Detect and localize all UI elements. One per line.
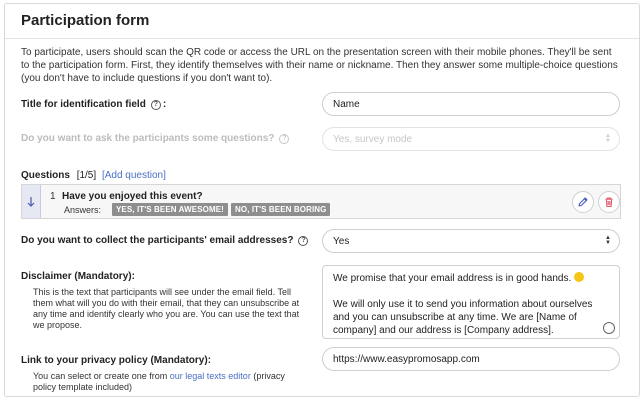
email-collect-select[interactable] [322, 229, 620, 253]
help-icon[interactable]: ? [298, 236, 308, 246]
title-field-value: Name [333, 98, 360, 110]
privacy-label-text: Link to your privacy policy (Mandatory): [21, 355, 212, 366]
edit-question-button[interactable] [572, 191, 594, 213]
question-number: 1 [50, 191, 56, 202]
survey-select-value: Yes, survey mode [333, 133, 413, 145]
chevron-updown-icon: ▲ ▼ [605, 133, 611, 144]
privacy-label [21, 355, 211, 366]
survey-label-text: Do you want to ask the participants some questions? [21, 133, 275, 144]
smiley-icon [574, 272, 584, 282]
title-field-label-text: Title for identification field [21, 99, 146, 110]
disclaimer-label-text: Disclaimer (Mandatory): [21, 271, 135, 282]
chevron-updown-icon: ▲ ▼ [605, 235, 611, 246]
survey-select[interactable] [322, 127, 620, 151]
smiley-icon[interactable] [603, 322, 615, 334]
disclaimer-textarea[interactable] [322, 265, 620, 339]
title-field-input[interactable] [322, 92, 620, 116]
questions-label: Questions [21, 170, 70, 181]
question-title: Have you enjoyed this event? [62, 191, 203, 202]
privacy-desc-suffix: (privacy policy template included) [33, 371, 285, 392]
privacy-url-input[interactable] [322, 347, 620, 371]
help-icon[interactable]: ? [151, 100, 161, 110]
privacy-description [33, 371, 308, 393]
privacy-desc-prefix: You can select or create one from [33, 371, 168, 381]
delete-question-button[interactable] [598, 191, 620, 213]
disclaimer-description: This is the text that participants will see under the email field. Tell them what will you do with their email, that they can unsubscribe at any time and identify clearly who you are. You can use the text that we propose. [33, 287, 300, 330]
disclaimer-text-line2: We will only use it to send you information about ourselves and you can unsubscribe at any time. We are [Name of company] and our address is [Company address]. [333, 299, 593, 336]
question-item [21, 184, 621, 219]
disclaimer-text-1: We promise that your email address is in good hands. [333, 273, 572, 284]
disclaimer-text-line1 [333, 272, 609, 285]
questions-count: [1/5] [76, 170, 97, 181]
disclaimer-label [21, 271, 135, 282]
privacy-url-value: https://www.easypromosapp.com [333, 353, 480, 365]
page-title: Participation form [21, 12, 150, 29]
answer-chip: NO, IT'S BEEN BORING [231, 203, 330, 216]
trash-icon [603, 196, 615, 208]
intro-text: To participate, users should scan the QR code or access the URL on the presentation screen with their mobile phones. They'll be sent to the participation form. First, they identify themselves with their name or nickname. Then they answer some multiple-choice questions (you don't have to include questions if you don't want to). [21, 47, 618, 84]
answer-chip: YES, IT'S BEEN AWESOME! [112, 203, 228, 216]
questions-header [21, 170, 166, 181]
answers-label: Answers: [64, 205, 102, 215]
panel-header [5, 4, 639, 39]
survey-label [21, 133, 289, 144]
pencil-icon [577, 196, 589, 208]
participation-form-panel [4, 3, 640, 397]
help-icon[interactable]: ? [279, 134, 289, 144]
arrow-down-icon[interactable] [22, 185, 41, 218]
title-field-label [21, 99, 166, 110]
legal-texts-editor-link[interactable]: our legal texts editor [169, 371, 251, 381]
email-collect-label-text: Do you want to collect the participants' email addresses? [21, 235, 294, 246]
add-question-link[interactable]: [Add question] [101, 170, 166, 181]
email-collect-value: Yes [333, 235, 350, 247]
email-collect-label [21, 235, 308, 246]
title-field-colon: : [162, 99, 167, 110]
